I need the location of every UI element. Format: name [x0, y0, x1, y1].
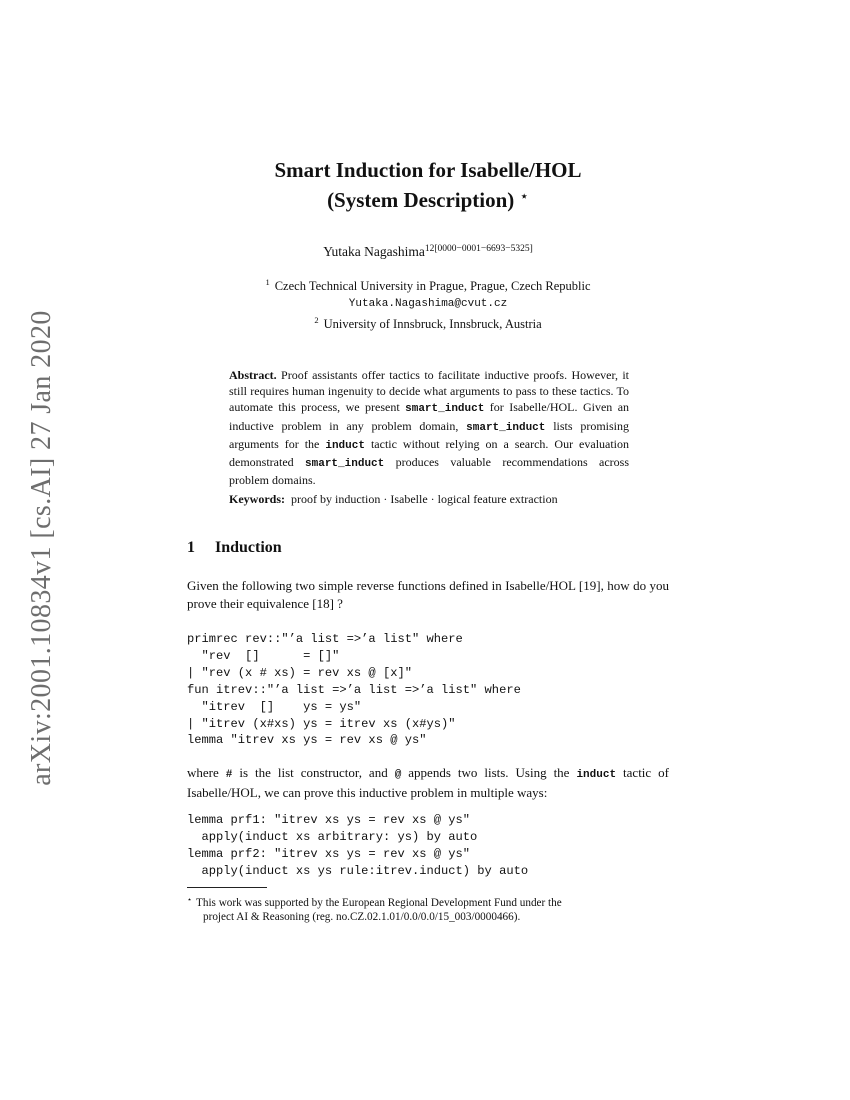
arxiv-identifier: arXiv:2001.10834v1 [cs.AI] 27 Jan 2020 — [26, 309, 58, 786]
title-line-2: (System Description) ⋆ — [327, 188, 529, 212]
author-line — [187, 241, 669, 260]
paragraph-2: where # is the list constructor, and @ appends two lists. Using the induct tactic of Isabelle/HOL, we can prove this inductive problem in multiple ways: — [187, 765, 670, 800]
code-smart-induct: smart_induct — [466, 421, 546, 434]
code-induct: induct — [576, 769, 617, 781]
keyword: Isabelle — [390, 492, 428, 506]
keyword: proof by induction — [291, 492, 381, 506]
title-line-1: Smart Induction for Isabelle/HOL — [274, 158, 582, 182]
code-smart-induct: smart_induct — [305, 458, 385, 471]
footnote-line-2: project AI & Reasoning (reg. no.CZ.02.1.01/0.0/0.0/15_003/0000466). — [203, 911, 521, 923]
code-smart-induct: smart_induct — [405, 403, 485, 416]
affiliations — [187, 274, 669, 332]
author-name: Yutaka Nagashima — [323, 244, 425, 259]
keywords: Keywords: proof by induction · Isabelle · logical feature extraction — [229, 492, 558, 506]
section-title: Induction — [215, 539, 282, 556]
arxiv-sidebar — [20, 310, 64, 785]
code-hash: # — [225, 769, 233, 781]
abstract: Abstract. Proof assistants offer tactics to facilitate inductive proofs. However, it still requires human ingenuity to decide what arguments to pass to these tactics. To automate this process, we present smart_induct for Isabelle/HOL. Given an inductive problem in any problem domain, smart_induct lists promising arguments for the induct tactic without relying on a search. Our evaluation demonstrated smart_induct produces valuable recommendations across problem domains. — [229, 368, 630, 488]
code-append: @ — [394, 769, 402, 781]
code-induct: induct — [325, 439, 365, 452]
keyword: logical feature extraction — [437, 492, 558, 506]
title-footnote-mark: ⋆ — [519, 189, 529, 205]
affiliation-1: $^1$ Czech Technical University in Prague, Prague, Czech Republic — [265, 277, 591, 293]
author-email[interactable]: Yutaka.Nagashima@cvut.cz — [348, 298, 508, 310]
section-heading — [187, 539, 282, 557]
code-block-definitions: primrec rev::"’a list =>’a list" where "rev [] = []" | "rev (x # xs) = rev xs @ [x]" fun itrev::"’a list =>’a list =>’a list" where "itrev [] ys = ys" | "itrev (x#xs) ys = itrev xs (x#ys)" lemma "itrev xs ys = rev xs @ ys" — [187, 632, 521, 748]
affiliation-2: $^2$ University of Innsbruck, Innsbruck, Austria — [314, 315, 542, 331]
footnote — [187, 893, 669, 924]
footnote-divider — [187, 887, 267, 888]
code-block-proofs: lemma prf1: "itrev xs ys = rev xs @ ys" apply(induct xs arbitrary: ys) by auto lemma prf2: "itrev xs ys = rev xs @ ys" apply(induct xs ys rule:itrev.induct) by auto — [187, 813, 529, 878]
abstract-label: Abstract. — [229, 368, 277, 382]
paragraph-1: Given the following two simple reverse functions defined in Isabelle/HOL [19], how do you prove their equivalence [18] ? — [187, 578, 669, 611]
author-orcid: 12[0000−0001−6693−5325] — [424, 244, 533, 254]
section-number: 1 — [187, 539, 195, 556]
footnote-mark: ⋆ — [187, 895, 193, 904]
keywords-label: Keywords: — [229, 492, 285, 506]
footnote-line-1: ⋆ This work was supported by the European Regional Development Fund under the — [187, 895, 562, 909]
paper-title — [187, 157, 669, 214]
